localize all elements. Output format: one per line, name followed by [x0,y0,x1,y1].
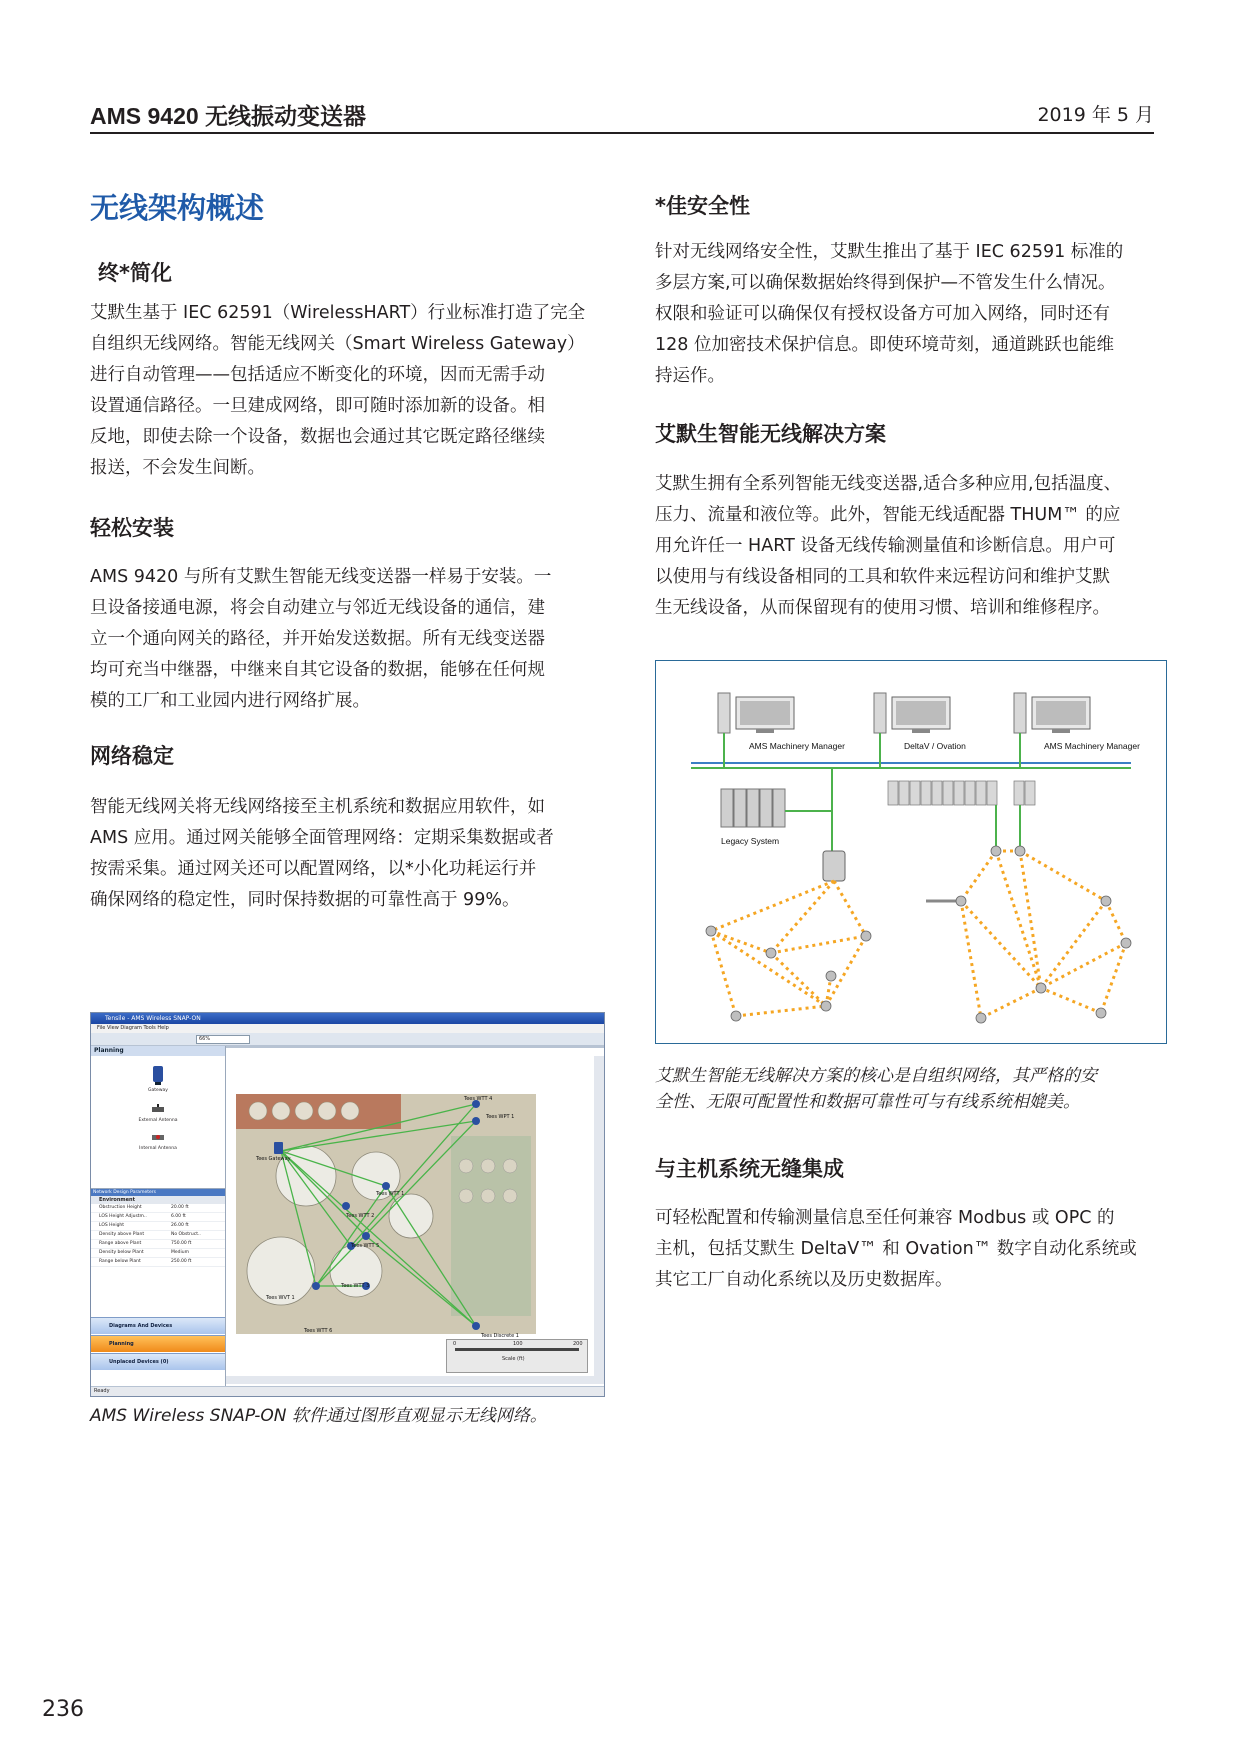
nav-diagrams: Diagrams And Devices [91,1317,225,1334]
param-row: Range below Plant 250.00 ft [91,1258,225,1267]
para-stable: 智能无线网关将无线网络接至主机系统和数据应用软件，如 AMS 应用。通过网关能够全面管理网络：定期采集数据或者 按需采集。通过网关还可以配置网络，以*小化功耗运行并 确保网络的稳定性，同时保持数据的可靠性高于 99%。 [90,797,554,910]
map-label: Tees WPT 1 [486,1114,515,1120]
tool-gateway: Gateway [91,1064,225,1093]
param-row: Density above Plant No Obstruct.. [91,1231,225,1240]
heading-integration: 与主机系统无缝集成 [655,1157,844,1181]
map-label: Tees WTT 4 [464,1096,493,1102]
param-row: LOS Height 26.00 ft [91,1222,225,1231]
computer-icon [1014,693,1090,733]
param-row: Range above Plant 750.00 ft [91,1240,225,1249]
param-row: LOS Height Adjustm.. 6.00 ft [91,1213,225,1222]
document-date: 2019 年 5 月 [1037,104,1154,126]
para-install: AMS 9420 与所有艾默生智能无线变送器一样易于安装。一 旦设备接通电源，将会自动建立与邻近无线设备的通信，建 立一个通向网关的路径，并开始发送数据。所有无线变送器 均可充当中继器，中继来自其它设备的数据，能够在任何规 模的工厂和工业园内进行网络扩展。 [90,567,552,711]
param-row: Density below Plant Medium [91,1249,225,1258]
computer-icon [718,693,794,733]
heading-stable: 网络稳定 [90,744,174,768]
antenna-icon [148,1132,168,1144]
map-label: Tees WVT 1 [266,1295,295,1301]
map-label: Tees WTT 6 [304,1328,333,1334]
network-diagram [656,661,1166,1043]
map-label: Tees Gateway [256,1156,291,1162]
map-label: Tees Discrete 1 [481,1333,519,1339]
gateway-icon [148,1064,168,1086]
architecture-diagram [655,660,1167,1044]
heading-install: 轻松安装 [90,516,174,540]
host-label-3: AMS Machinery Manager [1044,741,1140,751]
planning-pane-title: Planning [91,1046,225,1056]
nav-planning: Planning [91,1335,225,1352]
io-cards [888,781,1035,805]
document-title: AMS 9420 无线振动变送器 [90,103,367,129]
para-simplify: 艾默生基于 IEC 62591（WirelessHART）行业标准打造了完全 自组织无线网络。智能无线网关（Smart Wireless Gateway） 进行自动管理——包括适应不断变化的环境，因而无需手动 设置通信路径。一旦建成网络，即可随时添加新的设备。相 反地，即使去除一个设备，数据也会通过其它既定路径继续 报送，不会发生间断。 [90,303,586,478]
gateway-icon [823,851,845,881]
section-title: 无线架构概述 [90,191,265,225]
nav-unplaced: Unplaced Devices (0) [91,1353,225,1370]
snapon-screenshot [90,1012,605,1397]
snapon-titlebar: Tensile - AMS Wireless SNAP-ON [91,1013,604,1024]
heading-security: *佳安全性 [655,194,750,218]
host-label-2: DeltaV / Ovation [904,741,966,751]
para-solution: 艾默生拥有全系列智能无线变送器,适合多种应用,包括温度、 压力、流量和液位等。此外，智能无线适配器 THUM™ 的应 用允许任一 HART 设备无线传输测量值和诊断信息。用户可 以使用与有线设备相同的工具和软件来远程访问和维护艾默 生无线设备，从而保留现有的使用习惯、培训和维修程序。 [655,474,1122,618]
legacy-label: Legacy System [721,836,780,846]
map-label: Tees WTT 2 [346,1213,375,1219]
tool-internal-antenna: Internal Antenna [91,1132,225,1151]
scale-bar: 0 100 200 Scale (ft) [446,1339,588,1373]
legacy-cabinet [721,789,785,827]
snapon-statusbar: Ready [91,1386,604,1396]
host-label-1: AMS Machinery Manager [749,741,845,751]
para-integration: 可轻松配置和传输测量信息至任何兼容 Modbus 或 OPC 的 主机，包括艾默生 DeltaV™ 和 Ovation™ 数字自动化系统或 其它工厂自动化系统以及历史数据库。 [655,1208,1137,1290]
snapon-toolbar [91,1033,604,1046]
plant-map [226,1046,604,1386]
page-number: 236 [42,1697,84,1722]
params-env: Environment [91,1196,225,1204]
map-canvas [226,1046,604,1386]
params-title: Network Design Parameters [91,1189,225,1196]
page-header [90,96,1154,134]
map-label: Tees WTT 5 [351,1243,380,1249]
tool-external-antenna: External Antenna [91,1104,225,1123]
transmitter-icons [706,846,1131,1023]
map-label: Tees WTT 1 [376,1191,405,1197]
map-label: Tees WTT 3 [341,1283,370,1289]
snapon-menubar: File View Diagram Tools Help [91,1024,604,1033]
heading-simplify: 终*简化 [98,261,172,285]
heading-solution: 艾默生智能无线解决方案 [655,422,886,446]
zoom-select: 66% [196,1035,250,1044]
network-params [91,1188,225,1277]
planning-pane [91,1046,226,1386]
computer-icon [874,693,950,733]
antenna-icon [148,1104,168,1116]
figure-caption-right: 艾默生智能无线解决方案的核心是自组织网络，其严格的安 全性、无限可配置性和数据可靠性可与有线系统相媲美。 [655,1066,1097,1112]
param-row: Obstruction Height 20.00 ft [91,1204,225,1213]
figure-caption-left: AMS Wireless SNAP-ON 软件通过图形直观显示无线网络。 [90,1406,547,1426]
para-security: 针对无线网络安全性，艾默生推出了基于 IEC 62591 标准的 多层方案,可以确保数据始终得到保护—不管发生什么情况。 权限和验证可以确保仅有授权设备方可加入网络，同时还有 128 位加密技术保护信息。即使环境苛刻，通道跳跃也能维 持运作。 [655,242,1124,386]
